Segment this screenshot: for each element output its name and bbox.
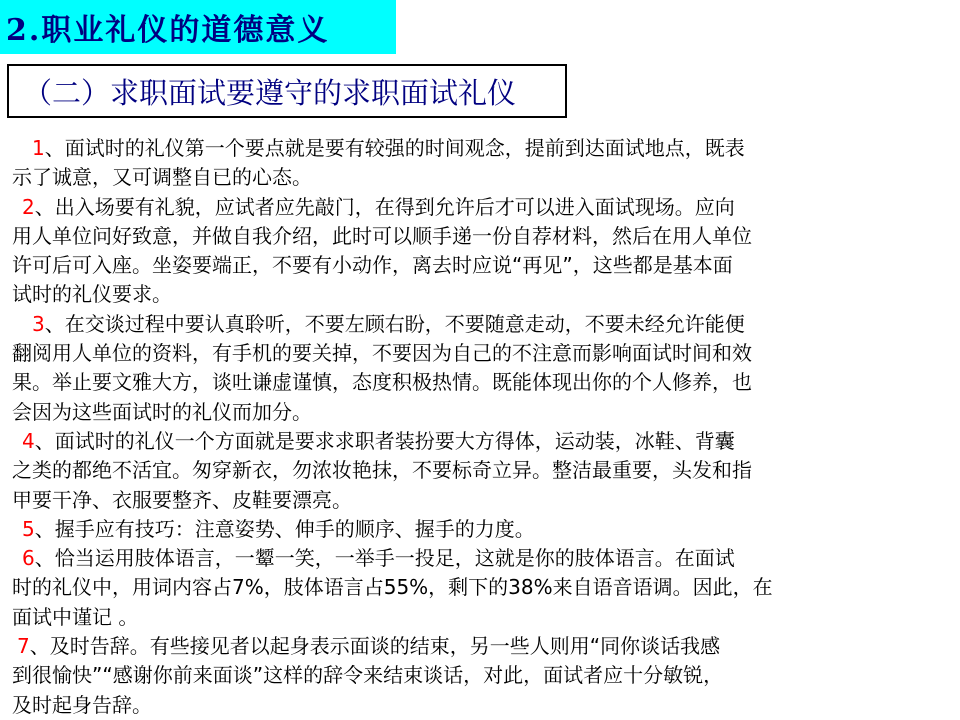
list-item-line	[12, 310, 902, 339]
list-item-line: 会因为这些面试时的礼仪而加分。	[12, 399, 312, 424]
list-item-1	[12, 134, 902, 193]
list-item-line	[12, 544, 902, 573]
list-item-line	[12, 632, 902, 661]
slide-title-text: 2.职业礼仪的道德意义	[6, 13, 330, 48]
item-text: 、恰当运用肢体语言，一颦一笑，一举手一投足，这就是你的肢体语言。在面试	[34, 546, 735, 571]
item-number: 2	[22, 194, 35, 219]
item-number: 6	[22, 546, 35, 571]
list-item-3	[12, 310, 902, 427]
list-item-line	[12, 427, 902, 456]
item-number: 4	[22, 428, 35, 453]
item-text: 、及时告辞。有些接见者以起身表示面谈的结束，另一些人则用“同你谈话我感	[29, 634, 721, 659]
list-item-line: 果。举止要文雅大方，谈吐谦虚谨慎，态度积极热情。既能体现出你的个人修养，也	[12, 370, 752, 395]
item-number: 7	[17, 634, 30, 659]
list-item-line: 许可后可入座。坐姿要端正，不要有小动作，离去时应说“再见”，这些都是基本面	[12, 253, 733, 278]
list-item-line: 之类的都绝不活宜。匆穿新衣，勿浓妆艳抹，不要标奇立异。整洁最重要，头发和指	[12, 458, 752, 483]
list-item-line	[12, 515, 902, 544]
list-item-line	[12, 134, 902, 163]
section-heading	[7, 64, 567, 118]
list-item-6	[12, 544, 902, 632]
slide-title	[0, 0, 396, 54]
list-item-line: 用人单位问好致意，并做自我介绍，此时可以顺手递一份自荐材料，然后在用人单位	[12, 223, 752, 248]
list-item-line: 时的礼仪中，用词内容占7%，肢体语言占55%，剩下的38%来自语音语调。因此，在	[12, 575, 773, 600]
list-item-line: 示了诚意，又可调整自已的心态。	[12, 165, 312, 190]
item-number: 5	[22, 516, 35, 541]
item-text: 、在交谈过程中要认真聆听，不要左顾右盼，不要随意走动，不要未经允许能便	[44, 311, 745, 336]
item-text: 、面试时的礼仪第一个要点就是要有较强的时间观念，提前到达面试地点，既表	[44, 136, 745, 160]
item-text: 、面试时的礼仪一个方面就是要求求职者装扮要大方得体，运动装，冰鞋、背囊	[34, 428, 735, 453]
list-item-line: 甲要干净、衣服要整齐、皮鞋要漂亮。	[12, 487, 352, 512]
list-item-line: 及时起身告辞。	[12, 692, 152, 717]
list-item-line: 到很愉快”“感谢你前来面谈”这样的辞令来结束谈话，对此，面试者应十分敏锐，	[12, 663, 724, 688]
item-number: 3	[32, 311, 45, 336]
list-item-5	[12, 515, 902, 544]
item-text: 、出入场要有礼貌，应试者应先敲门，在得到允许后才可以进入面试现场。应向	[34, 194, 735, 219]
item-number: 1	[32, 136, 45, 160]
section-heading-text: （二）求职面试要遵守的求职面试礼仪	[23, 75, 517, 110]
etiquette-list	[12, 134, 902, 720]
list-item-4	[12, 427, 902, 515]
list-item-line: 翻阅用人单位的资料，有手机的要关掉，不要因为自己的不注意而影响面试时间和效	[12, 341, 752, 366]
list-item-line: 试时的礼仪要求。	[12, 282, 172, 307]
list-item-2	[12, 193, 902, 310]
list-item-line	[12, 193, 902, 222]
item-text: 、握手应有技巧：注意姿势、伸手的顺序、握手的力度。	[34, 516, 535, 541]
list-item-line: 面试中谨记 。	[12, 604, 139, 629]
list-item-7	[12, 632, 902, 720]
